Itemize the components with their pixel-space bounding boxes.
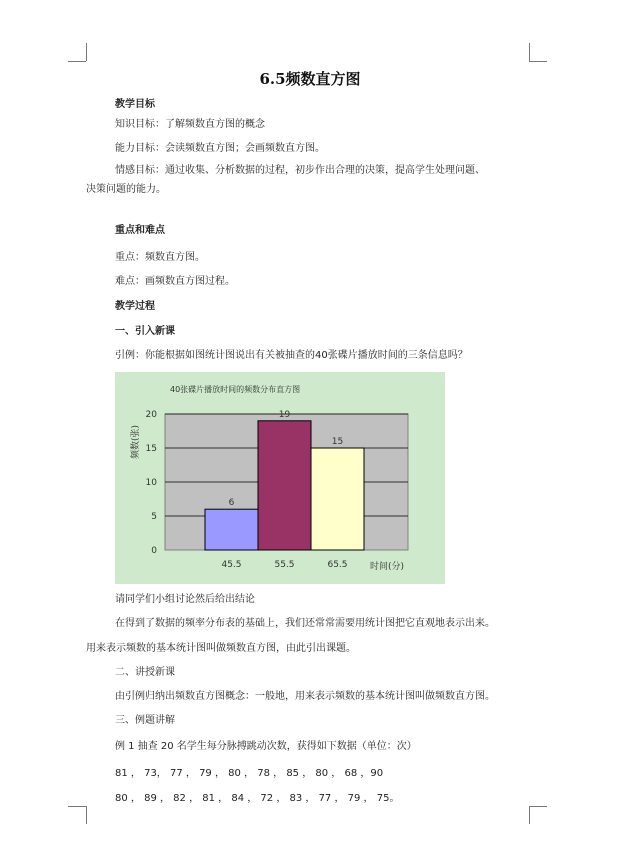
crop-mark-bottom-left-v bbox=[86, 806, 87, 824]
key-point: 重点：频数直方图。 bbox=[115, 252, 205, 263]
discuss-prompt: 请同学们小组讨论然后给出结论 bbox=[115, 594, 255, 605]
y-tick-label: 20 bbox=[145, 410, 157, 420]
crop-mark-top-left-h bbox=[68, 61, 86, 62]
intro-question: 引例：你能根据如图统计图说出有关被抽查的40张碟片播放时间的三条信息吗？ bbox=[115, 350, 468, 361]
y-tick-label: 10 bbox=[145, 478, 157, 488]
difficult-point: 难点：画频数直方图过程。 bbox=[115, 276, 235, 287]
goal-ability: 能力目标：会读频数直方图；会画频数直方图。 bbox=[115, 143, 325, 154]
bar-value-label: 6 bbox=[228, 498, 235, 509]
crop-mark-bottom-right-v bbox=[529, 806, 530, 824]
concept-definition: 由引例归纳出频数直方图概念：一般地，用来表示频数的基本统计图叫做频数直方图。 bbox=[115, 691, 495, 702]
bar-value-label: 15 bbox=[331, 437, 344, 447]
crop-mark-top-left-v bbox=[86, 43, 87, 61]
goals-heading: 教学目标 bbox=[115, 99, 155, 110]
x-tick-label: 65.5 bbox=[327, 560, 348, 570]
paragraph-1-line1: 在得到了数据的频率分布表的基础上，我们还常常需要用统计图把它直观地表示出来。 bbox=[115, 618, 495, 629]
x-tick-label: 55.5 bbox=[274, 560, 295, 570]
part1-heading: 一、引入新课 bbox=[115, 326, 175, 337]
y-tick-label: 15 bbox=[145, 444, 157, 454]
histogram-chart bbox=[115, 372, 445, 584]
bar bbox=[311, 448, 364, 550]
goal-emotion-line1: 情感目标：通过收集、分析数据的过程，初步作出合理的决策，提高学生处理问题、 bbox=[115, 165, 485, 176]
bar bbox=[205, 509, 258, 550]
bar-value-label: 19 bbox=[278, 409, 291, 420]
part3-heading: 三、例题讲解 bbox=[115, 715, 175, 726]
y-axis-label: 频数(张) bbox=[131, 424, 141, 460]
example-1: 例 1 抽查 20 名学生每分脉搏跳动次数，获得如下数据（单位：次） bbox=[115, 741, 417, 752]
data-row-1: 81 ， 73， 77 ， 79 ， 80 ， 78 ， 85 ， 80 ， 68 ，90 bbox=[115, 768, 384, 779]
chart-title: 40张碟片播放时间的频数分布直方图 bbox=[170, 385, 301, 394]
y-tick-label: 0 bbox=[151, 546, 157, 556]
goal-knowledge: 知识目标：了解频数直方图的概念 bbox=[115, 119, 265, 130]
y-tick-label: 5 bbox=[151, 512, 157, 522]
crop-mark-top-right-h bbox=[529, 61, 547, 62]
crop-mark-bottom-right-h bbox=[529, 806, 547, 807]
goal-emotion-line2: 决策问题的能力。 bbox=[86, 184, 166, 195]
paragraph-1-line2: 用来表示频数的基本统计图叫做频数直方图，由此引出课题。 bbox=[86, 643, 356, 654]
page-title: 6.5频数直方图 bbox=[259, 70, 361, 88]
key-heading: 重点和难点 bbox=[115, 225, 165, 236]
crop-mark-bottom-left-h bbox=[68, 806, 86, 807]
part2-heading: 二、讲授新课 bbox=[115, 667, 175, 678]
x-axis-label: 时间(分) bbox=[370, 562, 405, 572]
crop-mark-top-right-v bbox=[529, 43, 530, 61]
bar bbox=[258, 421, 311, 550]
data-row-2: 80 ， 89 ， 82 ， 81 ， 84 ， 72 ， 83 ， 77 ， 79 ， 75。 bbox=[115, 793, 400, 804]
process-heading: 教学过程 bbox=[115, 301, 155, 312]
chart-panel bbox=[115, 372, 445, 584]
x-tick-label: 45.5 bbox=[221, 560, 242, 570]
